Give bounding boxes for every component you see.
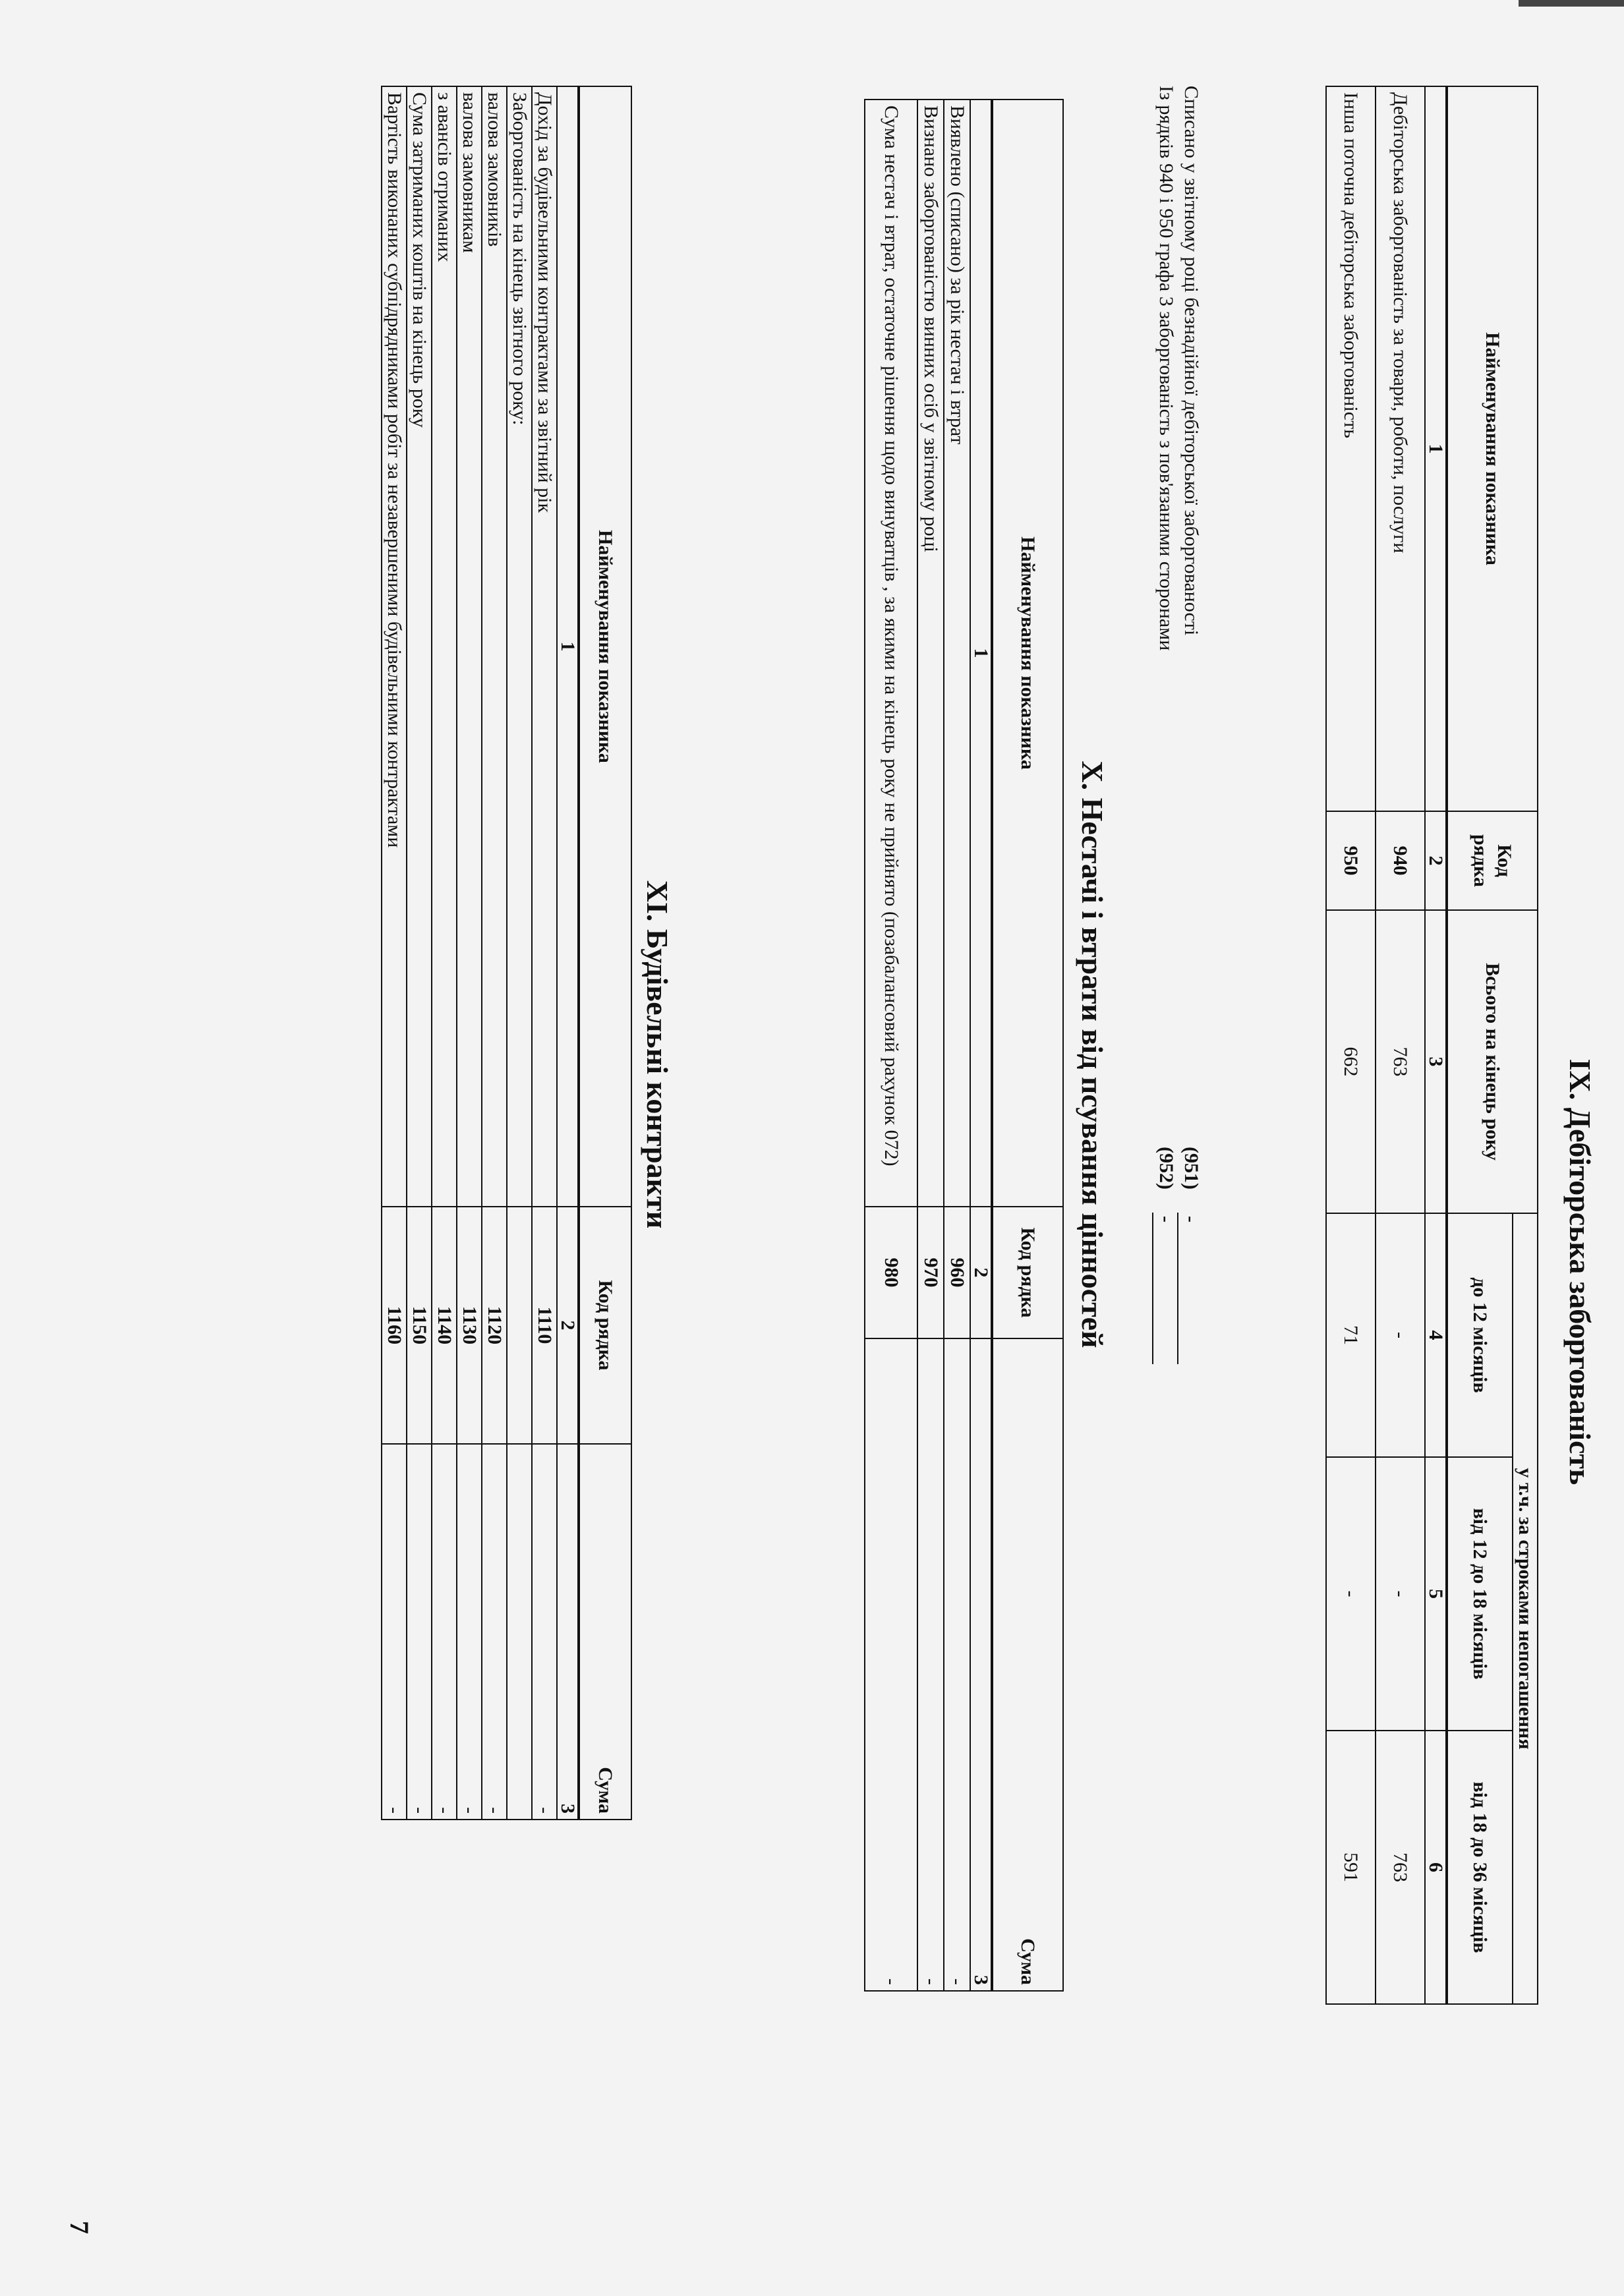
s11-header-code: Код рядка [579,1207,631,1444]
section9-table [1325,86,1538,2005]
row-value: - [1326,1457,1376,1731]
s9-header-12-18: від 12 до 18 місяців [1447,1457,1513,1731]
row-code: 950 [1326,811,1376,910]
row-code: 1130 [457,1207,482,1444]
row-code: 1120 [482,1207,507,1444]
row-code: 1110 [532,1207,557,1444]
table-row [1376,86,1425,2004]
s9-num-3: 3 [1425,910,1447,1213]
row-label: Виявлено (списано) за рік нестач і втрат [944,100,970,1207]
s9-num-6: 6 [1425,1731,1447,2004]
section10-title: X. Нестачі і втрати від псування цінностей [1076,761,1109,1348]
s10-num-1: 1 [970,100,992,1207]
row-value [507,1444,532,1820]
s11-num-2: 2 [557,1207,579,1444]
s11-num-1: 1 [557,86,579,1207]
s10-header-sum: Сума [992,1338,1063,1991]
s9-note2-value: - [1155,1216,1177,1222]
row-label: валова замовників [482,86,507,1207]
section9-title: IX. Дебіторська заборгованість [1563,1058,1597,1485]
page-number: 7 [65,2221,94,2234]
s11-num-3: 3 [557,1444,579,1820]
section11-title: XI. Будівельні контракти [641,880,674,1229]
row-label: Сума затриманих коштів на кінець року [407,86,432,1207]
row-code: 1150 [407,1207,432,1444]
s9-note2-text: Із рядків 940 і 950 графа 3 заборгованість з пов'язаними сторонами [1155,86,1177,651]
row-value: - [532,1444,557,1820]
row-label: валова замовникам [457,86,482,1207]
s10-column-numbers [970,100,992,1991]
row-label: Вартість виконаних субпідрядниками робіт за незавершеними будівельними контрактами [382,86,407,1207]
row-value: 591 [1326,1731,1376,2004]
s9-header-code: Код рядка [1447,811,1538,910]
row-value: - [1376,1457,1425,1731]
table-row [482,86,507,1820]
table-row [457,86,482,1820]
table-row [917,100,944,1991]
row-value: 662 [1326,910,1376,1213]
row-value: 763 [1376,910,1425,1213]
section10-table [864,99,1064,1992]
s9-header-group: у т.ч. за строками непогашення [1513,1213,1538,2004]
row-label: Дебіторська заборгованість за товари, роботи, послуги [1376,86,1425,811]
row-label: Сума нестач і втрат, остаточне рішення щодо винуватців , за якими на кінець року не прийнято (позабалансовий рахунок 072) [865,100,917,1207]
s9-num-2: 2 [1425,811,1447,910]
s9-header-18-36: від 18 до 36 місяців [1447,1731,1513,2004]
table-row [407,86,432,1820]
row-value: 763 [1376,1731,1425,2004]
s9-num-4: 4 [1425,1213,1447,1457]
s10-num-3: 3 [970,1338,992,1991]
row-code: 980 [865,1207,917,1338]
row-code: 940 [1376,811,1425,910]
s10-num-2: 2 [970,1207,992,1338]
table-row [432,86,457,1820]
s11-column-numbers [557,86,579,1820]
table-row [507,86,532,1820]
row-code: 1140 [432,1207,457,1444]
row-code: 970 [917,1207,944,1338]
row-value: - [917,1338,944,1991]
row-code: 1160 [382,1207,407,1444]
s11-header-sum: Сума [579,1444,631,1820]
row-value: - [407,1444,432,1820]
s9-column-numbers [1425,86,1447,2004]
row-code: 960 [944,1207,970,1338]
s9-note1-text: Списано у звітному році безнадійної дебіторської заборгованості [1180,86,1202,636]
s11-header-name: Найменування показника [579,86,631,1207]
table-row [944,100,970,1991]
s9-note1-code: (951) [1180,1147,1202,1190]
row-value: 71 [1326,1213,1376,1457]
s9-header-name: Найменування показника [1447,86,1538,811]
s9-note1-value: - [1180,1216,1202,1222]
row-value: - [944,1338,970,1991]
table-row [382,86,407,1820]
row-label: Заборгованість на кінець звітного року: [507,86,532,1207]
row-label: Визнано заборгованістю винних осіб у звітному році [917,100,944,1207]
s9-header-to12: до 12 місяців [1447,1213,1513,1457]
s10-header-code: Код рядка [992,1207,1063,1338]
s9-num-1: 1 [1425,86,1447,811]
row-value: - [457,1444,482,1820]
row-value: - [382,1444,407,1820]
row-label: Інша поточна дебіторська заборгованість [1326,86,1376,811]
row-value: - [482,1444,507,1820]
table-row [1326,86,1376,2004]
section11-table [381,86,632,1820]
row-value: - [1376,1213,1425,1457]
row-code [507,1207,532,1444]
s9-note2-code: (952) [1155,1147,1177,1190]
table-row [865,100,917,1991]
s9-num-5: 5 [1425,1457,1447,1731]
s9-note1-underline [1177,1213,1178,1364]
s9-note2-underline [1152,1213,1153,1364]
table-row [532,86,557,1820]
row-label: з авансів отриманих [432,86,457,1207]
s10-header-name: Найменування показника [992,100,1063,1207]
s9-header-total: Всього на кінець року [1447,910,1538,1213]
row-value: - [865,1338,917,1991]
row-value: - [432,1444,457,1820]
row-label: Дохід за будівельними контрактами за звітний рік [532,86,557,1207]
